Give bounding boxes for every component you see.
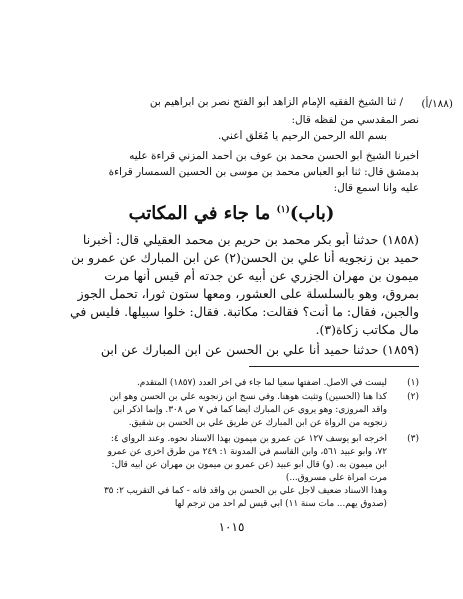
- hadith-1858-line-5: والجبن، فقال: ما أنت؟ فقالت: مكاتبة. فقال: خلوا سبيلها. فليس في: [69, 304, 419, 319]
- heading-title: ما جاء في المكاتب: [128, 203, 271, 224]
- footnote-3-line-3: ابن ميمون به. (و) قال أبو عبيد (عن عمرو بن ميمون بن مهران عن أبيه قال:: [111, 460, 387, 470]
- intro-line-2: نصر المقدسي من لفظه قال:: [291, 114, 419, 126]
- footnote-3-line-5: وهذا الاسناد ضعيف لأجل علي بن الحسن بن واقد فانه - كما في التقريب ٢: ٣٥: [103, 486, 387, 496]
- footnote-1-line-1: ليست في الأصل. أضفتها سعيا لما جاء في اخر العدد (١٨٥٧) المتقدم.: [136, 378, 387, 388]
- heading-footnote-marker: (١): [276, 205, 290, 215]
- hadith-1858-line-4: بمروق، وهو بالسلسلة على العشور، ومعها ستون ثورا، تحمل الجوز: [77, 286, 419, 301]
- chapter-heading: [0, 203, 463, 224]
- heading-bab: (باب): [289, 203, 335, 224]
- hadith-1858-line-6: مال مكاتب زكاة(٣).: [315, 322, 419, 337]
- footnote-3-line-2: ٧٢، وأبو عبيد ٥٦١، وابن القاسم في المدونة ١: ٢٤٩ من طرق أخرى عن عمرو: [107, 447, 387, 457]
- intro-line-1: / ثنا الشيخ الفقيه الإمام الزاهد أبو الفتح نصر بن ابراهيم بن: [149, 96, 403, 108]
- footnote-2-number: (٢): [407, 392, 419, 402]
- margin-reference: (١٨٨/أ): [421, 98, 453, 110]
- footnote-2-line-1: كذا هنا (الحسين) وتثبت هوهنا. وفي نسخ ابن زنجويه علي بن الحسن وهو ابن: [109, 392, 387, 402]
- chain-line-3: عليه وانا اسمع قال:: [333, 182, 419, 194]
- hadith-1858-line-1: (١٨٥٨) حدثنا أبو بكر محمد بن حريم بن محمد العقيلي قال: أخبرنا: [82, 232, 419, 247]
- hadith-1859-line-1: (١٨٥٩) حدثنا حميد أنا علي بن الحسن عن ابن المبارك عن ابن: [100, 342, 419, 357]
- footnote-3-line-6: (صدوق يهم... مات سنة ١١) أبي قيس لم أحد من ترجم لها: [174, 499, 387, 509]
- footnote-3-line-1: أخرجه أبو يوسف ١٢٧ عن عمرو بن ميمون بهذا الاسناد نحوه. وعند الرواي ٤:: [110, 434, 387, 444]
- page-number: ١٠١٥: [218, 520, 245, 534]
- footnote-3-line-4: مرت امرأة على مسروق...): [285, 473, 387, 483]
- hadith-1858-line-3: ميمون بن مهران الجزري عن أبيه عن جدته أم قيس أنها مرت: [104, 268, 419, 283]
- footnote-separator: [249, 366, 419, 367]
- chain-line-1: أخبرنا الشيخ أبو الحسن محمد بن عوف بن أحمد المزني قراءة عليه: [129, 150, 419, 162]
- footnote-2-line-3: زنجويه من الرواة عن ابن المبارك عن طريق علي بن الحسن بن شقيق.: [128, 418, 387, 428]
- footnote-3-number: (٣): [407, 434, 419, 444]
- footnote-2-line-2: واقد المروزي: وهو يروي عن المبارك أيضا كما في ٧ ص ٣٠٨. وإنما أذكر ابن: [113, 405, 387, 415]
- footnote-1-number: (١): [407, 378, 419, 388]
- intro-line-3: بسم الله الرحمن الرحيم يا مُعَلِّق أعني.: [217, 130, 387, 142]
- chain-line-2: بدمشق قال: ثنا أبو العباس محمد بن موسى بن الحسين السمسار قراءة: [108, 166, 419, 178]
- hadith-1858-line-2: حميد بن زنجويه أنا علي بن الحسن(٢) عن ابن المبارك عن عمرو بن: [71, 250, 419, 265]
